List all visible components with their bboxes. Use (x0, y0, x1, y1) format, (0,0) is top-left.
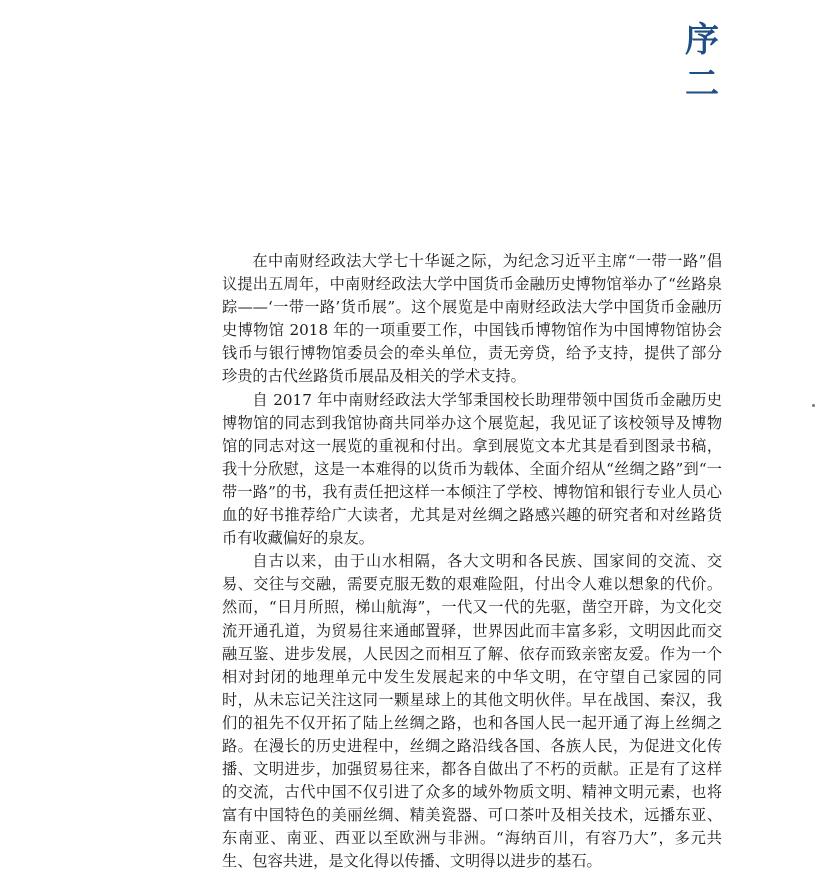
paragraph-3: 自古以来，由于山水相隔，各大文明和各民族、国家间的交流、交易、交往与交融，需要克服无数的艰难险阻，付出令人难以想象的代价。然而，“日月所照，梯山航海”，一代又一代的先驱，凿空开辟，为文化交流开通孔道，为贸易往来通邮置驿，世界因此而丰富多彩，文明因此而交融互鉴、进步发展，人民因之而相互了解、依存而致亲密友爱。作为一个相对封闭的地理单元中发生发展起来的中华文明，在守望自己家园的同时，从未忘记关注这同一颗星球上的其他文明伙伴。早在战国、秦汉，我们的祖先不仅开拓了陆上丝绸之路，也和各国人民一起开通了海上丝绸之路。在漫长的历史进程中，丝绸之路沿线各国、各族人民，为促进文化传播、文明进步，加强贸易往来，都各自做出了不朽的贡献。正是有了这样的交流，古代中国不仅引进了众多的域外物质文明、精神文明元素，也将富有中国特色的美丽丝绸、精美瓷器、可口茶叶及相关技术，远播东亚、东南亚、南亚、西亚以至欧洲与非洲。“海纳百川，有容乃大”，多元共生、包容共进，是文化得以传播、文明得以进步的基石。 (222, 552, 722, 871)
paragraph-1: 在中南财经政法大学七十华诞之际，为纪念习近平主席“一带一路”倡议提出五周年，中南财经政法大学中国货币金融历史博物馆举办了“丝路泉踪——‘一带一路’货币展”。这个展览是中南财经政法大学中国货币金融历史博物馆 2018 年的一项重要工作，中国钱币博物馆作为中国博物馆协会钱币与银行博物馆委员会的牵头单位，责无旁贷，给予支持，提供了部分珍贵的古代丝路货币展品及相关的学术支持。 (222, 252, 722, 386)
page-edge-mark (812, 404, 815, 407)
section-heading (680, 18, 724, 106)
preface-body (222, 250, 722, 874)
heading-char-2: 二 (685, 64, 719, 104)
heading-char-1: 序 (685, 20, 719, 60)
paragraph-2: 自 2017 年中南财经政法大学邹秉国校长助理带领中国货币金融历史博物馆的同志到我馆协商共同举办这个展览起，我见证了该校领导及博物馆的同志对这一展览的重视和付出。拿到展览文本尤其是看到图录书稿，我十分欣慰，这是一本难得的以货币为载体、全面介绍从“丝绸之路”到“一带一路”的书，我有责任把这样一本倾注了学校、博物馆和银行专业人员心血的好书推荐给广大读者，尤其是对丝绸之路感兴趣的研究者和对丝路货币有收藏偏好的泉友。 (222, 390, 722, 548)
